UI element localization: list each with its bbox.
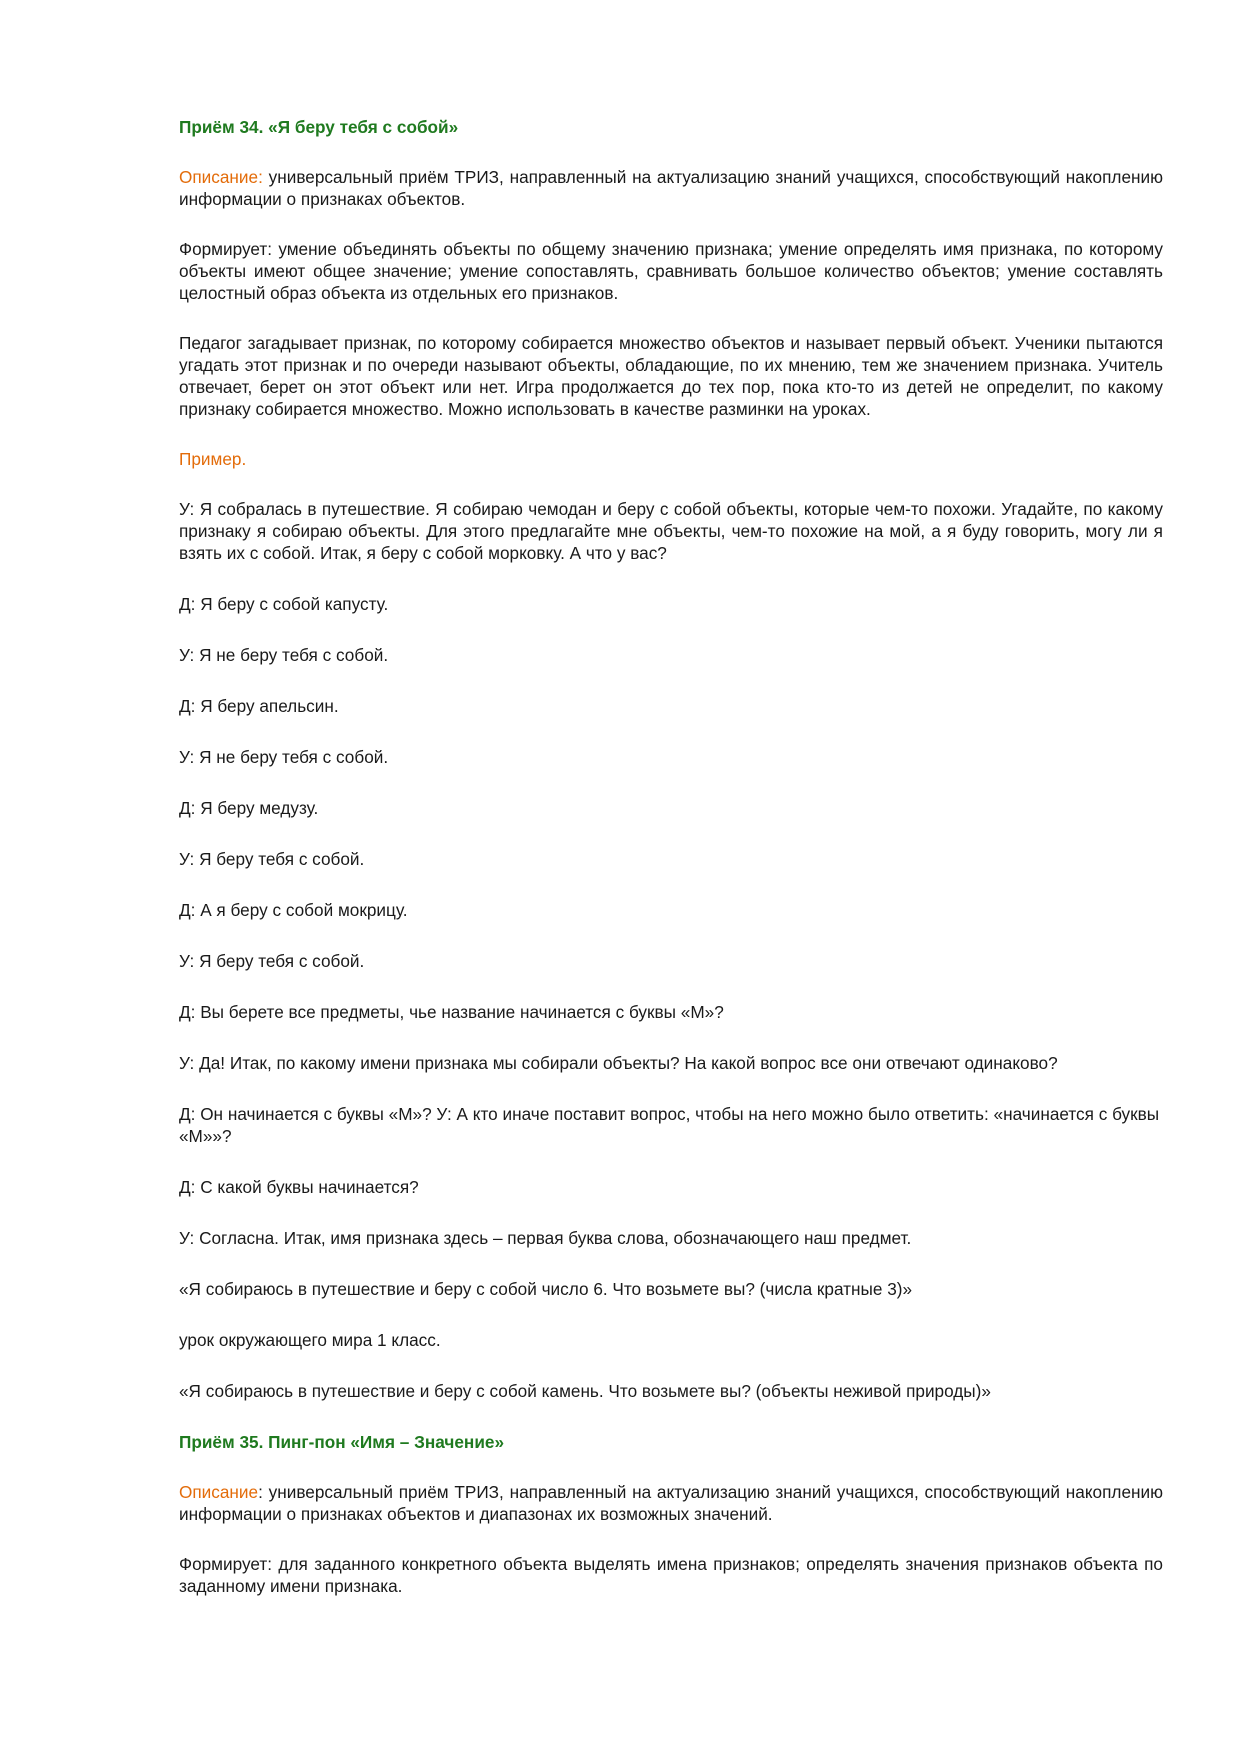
dialogue-line: У: Я беру тебя с собой.: [179, 849, 365, 869]
dialogue-line: У: Я беру тебя с собой.: [179, 951, 365, 971]
description-text: универсальный приём ТРИЗ, направленный на актуализацию знаний учащихся, способствующий накоплению информации о признаках объектов.: [179, 167, 1163, 209]
section-34-title: Приём 34. «Я беру тебя с собой»: [179, 117, 459, 137]
description-label: Описание:: [179, 167, 263, 187]
dialogue-line: Д: Я беру апельсин.: [179, 696, 339, 716]
dialogue-line: Д: А я беру с собой мокрицу.: [179, 900, 408, 920]
section-35-forms: Формирует: для заданного конкретного объекта выделять имена признаков; определять значения признаков объекта по заданному имени признака.: [179, 1554, 1163, 1596]
example-note: урок окружающего мира 1 класс.: [179, 1330, 441, 1350]
example-task: «Я собираюсь в путешествие и беру с собой число 6. Что возьмете вы? (числа кратные 3)»: [179, 1279, 913, 1299]
section-34-rules: Педагог загадывает признак, по которому собирается множество объектов и называет первый объект. Ученики пытаются угадать этот признак и по очереди называют объекты, обладающие, по их мнению, тем же значением признака. Учитель отвечает, берет он этот объект или нет. Игра продолжается до тех пор, пока кто-то из детей не определит, по какому признаку собирается множество. Можно использовать в качестве разминки на уроках.: [179, 333, 1163, 419]
dialogue-line: Д: Я беру медузу.: [179, 798, 319, 818]
dialogue-line: У: Согласна. Итак, имя признака здесь – первая буква слова, обозначающего наш предмет.: [179, 1228, 912, 1248]
dialogue-line: Д: Вы берете все предметы, чье название начинается с буквы «М»?: [179, 1002, 724, 1022]
dialogue-line: У: Я не беру тебя с собой.: [179, 747, 389, 767]
section-35-title: Приём 35. Пинг-пон «Имя – Значение»: [179, 1432, 505, 1452]
document-page: [179, 116, 1163, 1597]
dialogue-line: Д: С какой буквы начинается?: [179, 1177, 419, 1197]
dialogue-line: У: Я собралась в путешествие. Я собираю чемодан и беру с собой объекты, которые чем-то похожи. Угадайте, по какому признаку я собираю объекты. Для этого предлагайте мне объекты, чем-то похожие на мой, а я буду говорить, могу ли я взять их с собой. Итак, я беру с собой морковку. А что у вас?: [179, 499, 1163, 563]
description-text: : универсальный приём ТРИЗ, направленный на актуализацию знаний учащихся, способствующий накоплению информации о признаках объектов и диапазонах их возможных значений.: [179, 1482, 1163, 1524]
dialogue-line: Д: Я беру с собой капусту.: [179, 594, 389, 614]
section-34-description: [179, 166, 1163, 210]
description-label: Описание: [179, 1482, 259, 1502]
section-34-forms: Формирует: умение объединять объекты по общему значению признака; умение определять имя признака, по которому объекты имеют общее значение; умение сопоставлять, сравнивать большое количество объектов; умение составлять целостный образ объекта из отдельных его признаков.: [179, 239, 1163, 303]
dialogue-line: У: Я не беру тебя с собой.: [179, 645, 389, 665]
section-35-description: [179, 1481, 1163, 1525]
dialogue-line: Д: Он начинается с буквы «М»? У: А кто иначе поставит вопрос, чтобы на него можно было ответить: «начинается с буквы «М»»?: [179, 1104, 1160, 1146]
example-label: Пример.: [179, 449, 247, 469]
dialogue-line: У: Да! Итак, по какому имени признака мы собирали объекты? На какой вопрос все они отвечают одинаково?: [179, 1053, 1058, 1073]
example-task: «Я собираюсь в путешествие и беру с собой камень. Что возьмете вы? (объекты неживой природы)»: [179, 1381, 991, 1401]
